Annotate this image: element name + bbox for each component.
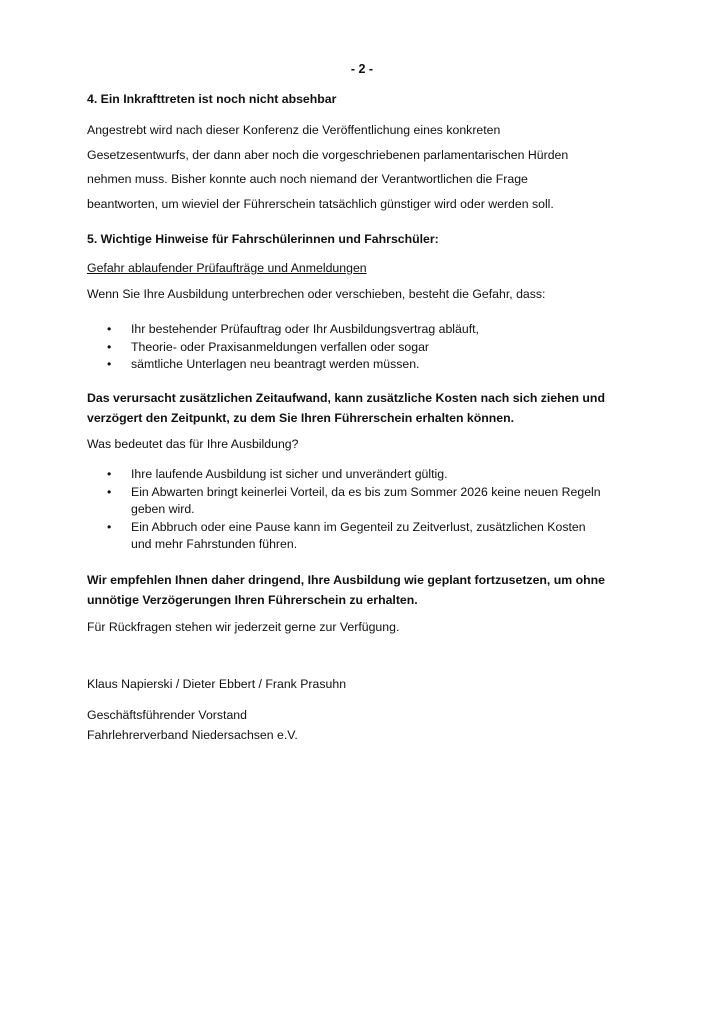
- signature-organization: Fahrlehrerverband Niedersachsen e.V.: [87, 728, 298, 742]
- list-item: • sämtliche Unterlagen neu beantragt werden müssen.: [87, 356, 479, 374]
- section-4-paragraph: [87, 118, 568, 216]
- question-line: Was bedeutet das für Ihre Ausbildung?: [87, 437, 299, 451]
- warning-paragraph: Das verursacht zusätzlichen Zeitaufwand, kann zusätzliche Kosten nach sich ziehen und verzögert den Zeitpunkt, zu dem Sie Ihren Führerschein erhalten können.: [87, 391, 605, 425]
- risk-list: [87, 321, 479, 374]
- signature-block: [87, 705, 298, 745]
- bullet-icon: •: [107, 339, 112, 354]
- page-number: - 2 -: [350, 62, 374, 76]
- list-item: • Theorie- oder Praxisanmeldungen verfallen oder sogar: [87, 339, 479, 357]
- bullet-icon: •: [107, 484, 112, 499]
- list-item: • Ihre laufende Ausbildung ist sicher und unverändert gültig.: [87, 466, 601, 484]
- answer-list: [87, 466, 601, 554]
- bullet-icon: •: [107, 322, 112, 336]
- paragraph-line: Gesetzesentwurfs, der dann aber noch die vorgeschriebenen parlamentarischen Hürden: [87, 147, 569, 162]
- contact-line: Für Rückfragen stehen wir jederzeit gerne zur Verfügung.: [87, 620, 400, 634]
- list-item: • Ein Abwarten bringt keinerlei Vorteil, da es bis zum Sommer 2026 keine neuen Regeln geben wird.: [107, 484, 601, 516]
- bullet-icon: •: [107, 357, 112, 371]
- signature-names: Klaus Napierski / Dieter Ebbert / Frank Prasuhn: [87, 677, 347, 691]
- paragraph-line: beantworten, um wieviel der Führerschein tatsächlich günstiger wird oder werden soll.: [87, 196, 554, 211]
- paragraph-line: Angestrebt wird nach dieser Konferenz die Veröffentlichung eines konkreten: [87, 123, 501, 137]
- recommendation-paragraph: Wir empfehlen Ihnen daher dringend, Ihre Ausbildung wie geplant fortzusetzen, um ohne unnötige Verzögerungen Ihren Führerschein zu erhalten.: [87, 573, 605, 607]
- signature-role: Geschäftsführender Vorstand: [87, 708, 247, 722]
- paragraph-line: nehmen muss. Bisher konnte auch noch niemand der Verantwortlichen die Frage: [87, 172, 528, 186]
- section-4-heading: 4. Ein Inkrafttreten ist noch nicht absehbar: [87, 92, 337, 106]
- list-item: • Ihr bestehender Prüfauftrag oder Ihr Ausbildungsvertrag abläuft,: [87, 321, 479, 339]
- list-item: • Ein Abbruch oder eine Pause kann im Gegenteil zu Zeitverlust, zusätzlichen Kosten und mehr Fahrstunden führen.: [107, 519, 586, 551]
- bullet-icon: •: [107, 467, 112, 481]
- section-5-heading: 5. Wichtige Hinweise für Fahrschülerinnen und Fahrschüler:: [87, 232, 439, 246]
- bullet-icon: •: [107, 519, 112, 534]
- section-5-intro: Wenn Sie Ihre Ausbildung unterbrechen oder verschieben, besteht die Gefahr, dass:: [87, 287, 546, 301]
- section-5-subheading: Gefahr ablaufender Prüfaufträge und Anmeldungen: [87, 261, 367, 275]
